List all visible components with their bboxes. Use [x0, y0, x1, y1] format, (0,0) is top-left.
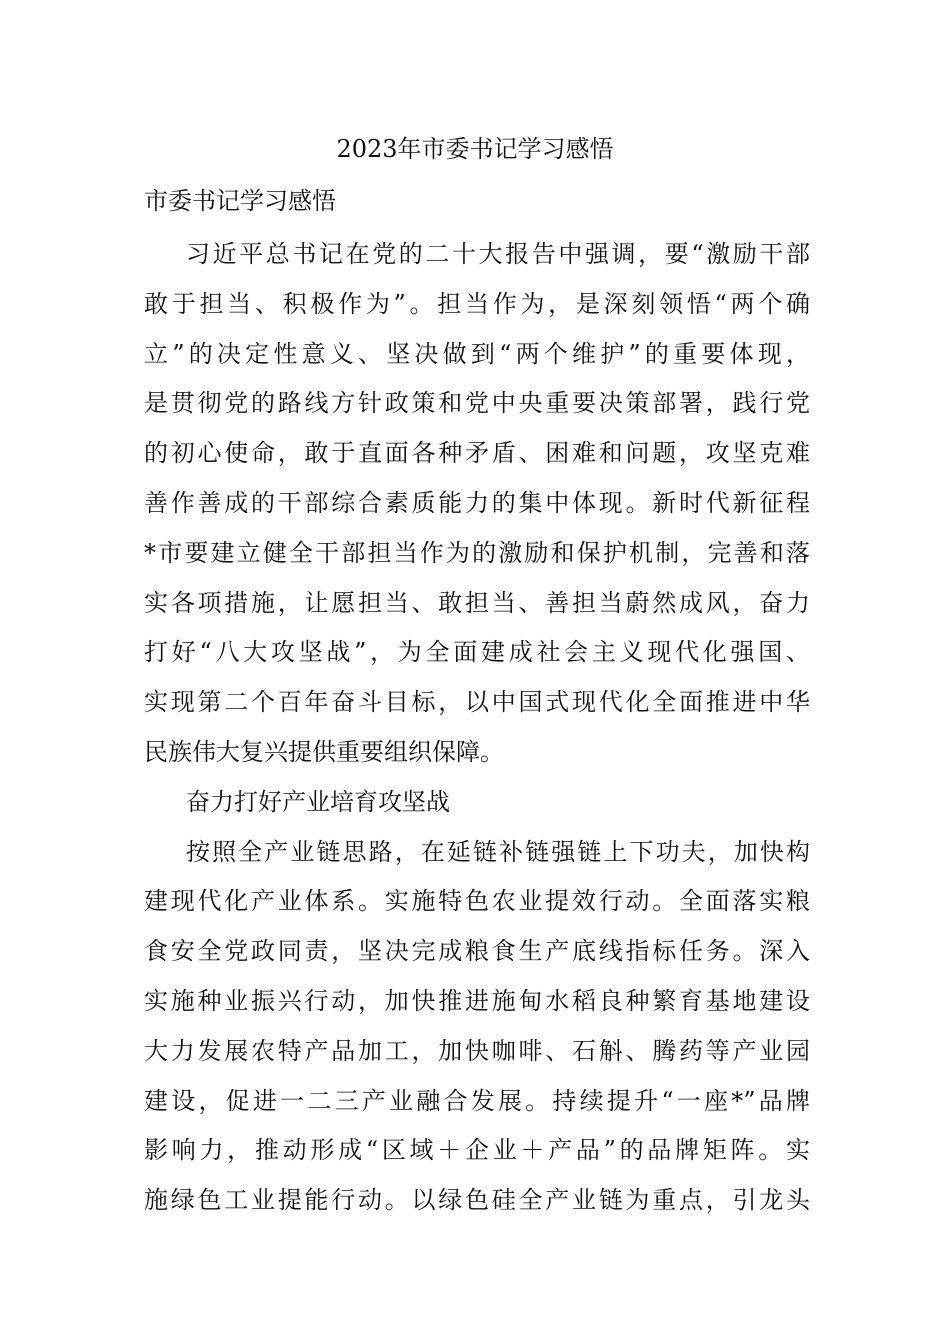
- document-subtitle: 市委书记学习感悟: [144, 187, 336, 215]
- text-line: 食安全党政同责，坚决完成粮食生产底线指标任务。深入: [144, 937, 810, 966]
- text-line: 实施种业振兴行动，加快推进施甸水稻良种繁育基地建设: [144, 986, 810, 1015]
- text-line: 的初心使命，敢于直面各种矛盾、困难和问题，攻坚克难: [144, 439, 810, 468]
- section-heading: 奋力打好产业培育攻坚战: [186, 787, 450, 816]
- text-line: 打好“八大攻坚战”，为全面建成社会主义现代化强国、: [144, 638, 810, 667]
- text-line: 建现代化产业体系。实施特色农业提效行动。全面落实粮: [144, 887, 810, 916]
- text-line: 大力发展农特产品加工，加快咖啡、石斛、腾药等产业园: [144, 1036, 810, 1065]
- text-line: 按照全产业链思路，在延链补链强链上下功夫，加快构: [186, 837, 810, 866]
- text-line: *市要建立健全干部担当作为的激励和保护机制，完善和落: [144, 538, 810, 567]
- text-line: 施绿色工业提能行动。以绿色硅全产业链为重点，引龙头: [144, 1186, 810, 1215]
- text-line: 善作善成的干部综合素质能力的集中体现。新时代新征程: [144, 488, 810, 517]
- text-line: 实现第二个百年奋斗目标，以中国式现代化全面推进中华: [144, 688, 810, 717]
- text-line: 民族伟大复兴提供重要组织保障。: [144, 737, 504, 766]
- text-line: 建设，促进一二三产业融合发展。持续提升“一座*”品牌: [144, 1086, 810, 1115]
- text-line: 是贯彻党的路线方针政策和党中央重要决策部署，践行党: [144, 389, 810, 418]
- text-line: 实各项措施，让愿担当、敢担当、善担当蔚然成风，奋力: [144, 588, 810, 617]
- text-line: 习近平总书记在党的二十大报告中强调，要“激励干部: [186, 240, 810, 268]
- document-title: 2023年市委书记学习感悟: [336, 135, 614, 163]
- text-line: 立”的决定性意义、坚决做到“两个维护”的重要体现，: [144, 339, 810, 368]
- document-body: [144, 230, 810, 1226]
- text-line: 敢于担当、积极作为”。担当作为，是深刻领悟“两个确: [144, 289, 810, 318]
- text-line: 影响力，推动形成“区域＋企业＋产品”的品牌矩阵。实: [144, 1136, 810, 1165]
